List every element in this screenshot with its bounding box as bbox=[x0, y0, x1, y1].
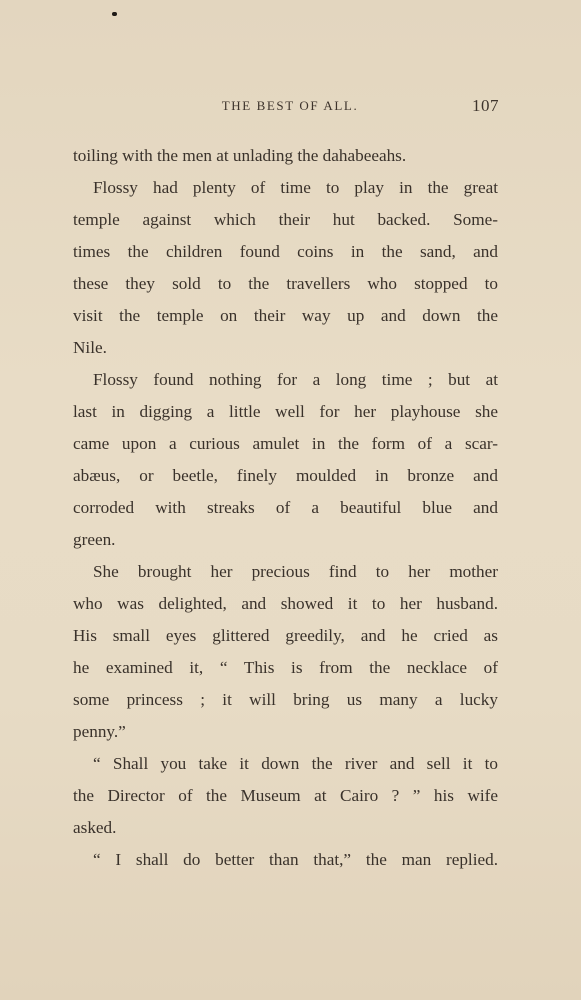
text-line: last in digging a little well for her playhouse she bbox=[73, 402, 498, 421]
text-line: times the children found coins in the sand, and bbox=[73, 242, 498, 261]
text-line: His small eyes glittered greedily, and he cried as bbox=[73, 626, 498, 645]
text-line: Flossy had plenty of time to play in the great bbox=[93, 178, 498, 197]
text-line: Flossy found nothing for a long time ; but at bbox=[93, 370, 498, 389]
running-head bbox=[0, 96, 581, 116]
text-line: some princess ; it will bring us many a lucky bbox=[73, 690, 498, 709]
text-line: “ I shall do better than that,” the man replied. bbox=[93, 850, 498, 869]
text-line: toiling with the men at unlading the dahabeeahs. bbox=[73, 146, 407, 165]
text-line: these they sold to the travellers who stopped to bbox=[73, 274, 498, 293]
text-line: corroded with streaks of a beautiful blue and bbox=[73, 498, 498, 517]
text-line: abæus, or beetle, finely moulded in bronze and bbox=[73, 466, 498, 485]
text-line: Nile. bbox=[73, 338, 107, 357]
text-line: came upon a curious amulet in the form of a scar- bbox=[73, 434, 498, 453]
page-number: 107 bbox=[472, 96, 499, 115]
text-line: the Director of the Museum at Cairo ? ” his wife bbox=[73, 786, 498, 805]
text-line: asked. bbox=[73, 818, 117, 837]
text-line: “ Shall you take it down the river and sell it to bbox=[93, 754, 498, 773]
text-line: who was delighted, and showed it to her husband. bbox=[73, 594, 498, 613]
text-line: green. bbox=[73, 530, 116, 549]
running-title: THE BEST OF ALL. bbox=[221, 98, 359, 113]
text-line: penny.” bbox=[73, 722, 126, 741]
body-text bbox=[73, 140, 498, 876]
text-line: he examined it, “ This is from the necklace of bbox=[73, 658, 498, 677]
text-line: visit the temple on their way up and down the bbox=[73, 306, 498, 325]
text-line: temple against which their hut backed. Some- bbox=[73, 210, 498, 229]
ink-speck bbox=[112, 12, 117, 16]
text-line: She brought her precious find to her mother bbox=[93, 562, 498, 581]
